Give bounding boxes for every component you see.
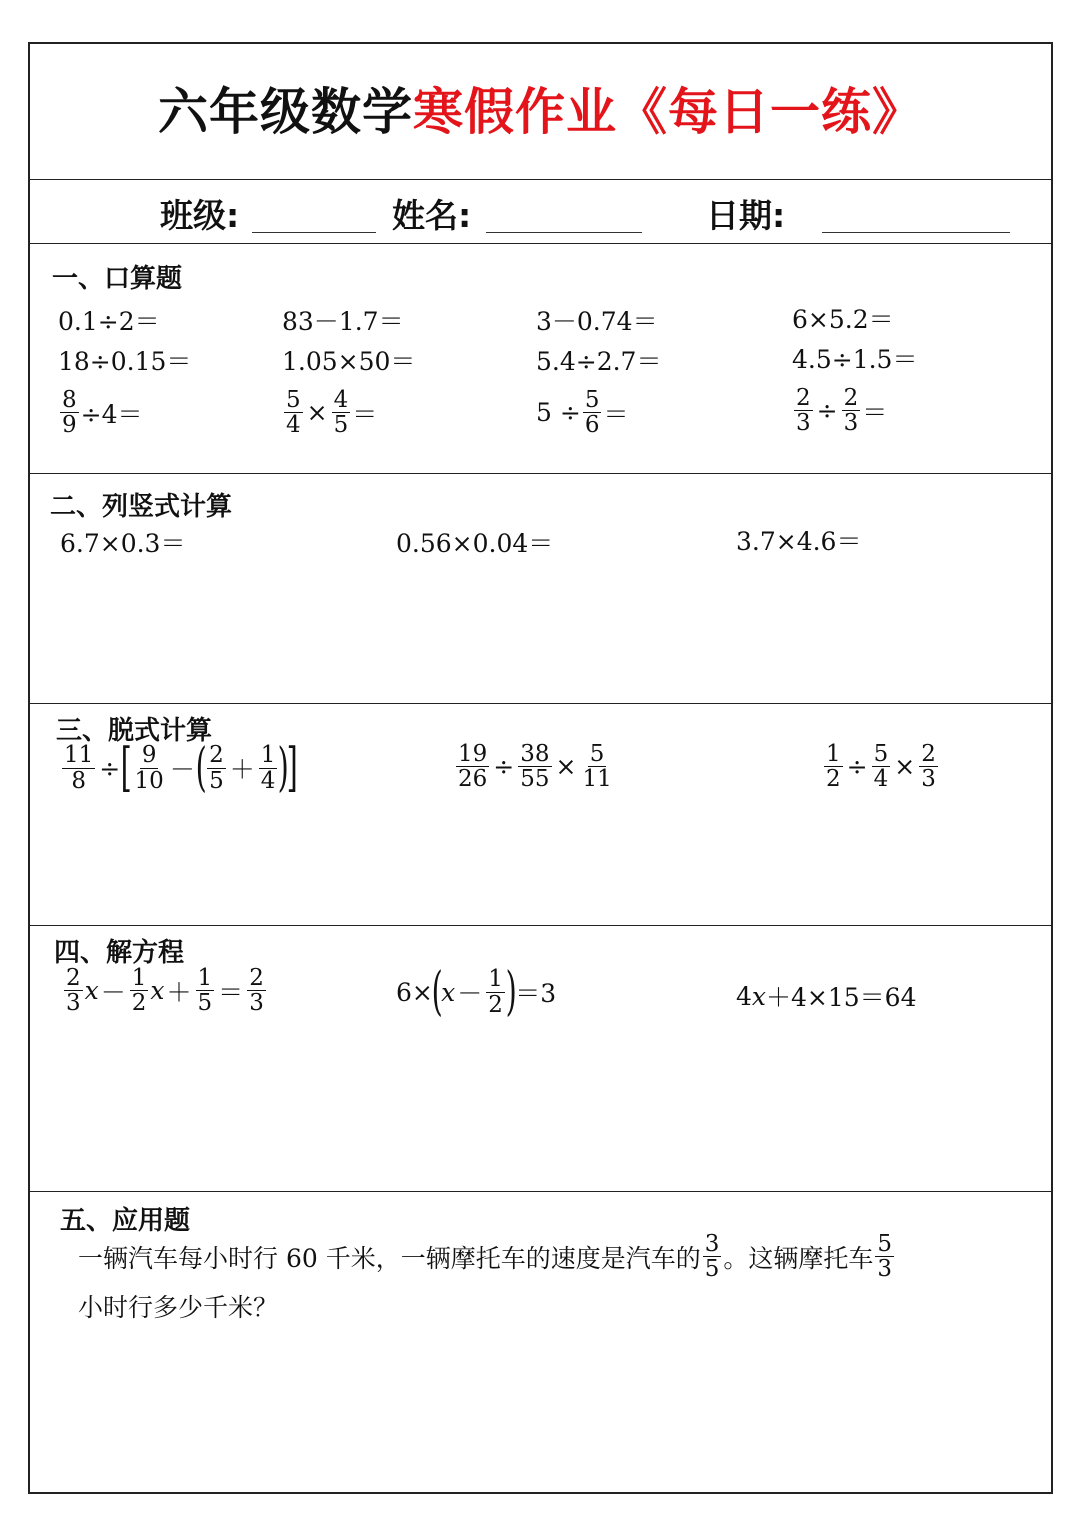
name-field[interactable] — [486, 232, 642, 233]
equation: 4 x ＋4×15＝64 — [736, 981, 917, 1012]
fraction-problem: $\frac{8}{9}$ ÷4＝ — [62, 387, 143, 439]
problem: 83－1.7＝ — [282, 307, 404, 336]
problem: 18÷0.15＝ — [58, 347, 192, 376]
section-vertical — [30, 474, 1051, 704]
problem: 4.5÷1.5＝ — [792, 345, 918, 374]
word-problem-line: 一辆汽车每小时行 60 千米，一辆摩托车的速度是汽车的 $\frac{3}{5}$ 。这辆摩托车 $\frac{5}{3}$ — [78, 1231, 893, 1283]
section-title: 四、解方程 — [54, 938, 185, 968]
class-field[interactable] — [252, 232, 376, 233]
section-equations — [30, 926, 1051, 1192]
problem: 0.1÷2＝ — [58, 307, 160, 336]
section-title: 二、列竖式计算 — [50, 492, 233, 522]
title-black: 六年级数学 — [158, 83, 413, 141]
section-word-problem — [30, 1192, 1051, 1494]
problem: 1.05×50＝ — [282, 347, 416, 376]
problem: 0.56×0.04＝ — [396, 529, 554, 558]
section-title: 五、应用题 — [60, 1206, 191, 1236]
equation: $\frac{2}{3}$ x － $\frac{1}{2}$ x ＋ $\frac{1}{5}$ ＝ $\frac{2}{3}$ — [66, 965, 264, 1017]
fraction-problem: $\frac{5}{4}$ × $\frac{4}{5}$ ＝ — [286, 387, 378, 439]
info-row — [30, 180, 1051, 244]
equation: 6× ( x － $\frac{1}{2}$ ) ＝3 — [396, 962, 557, 1022]
class-label: 班级: — [160, 196, 240, 235]
section-title: 一、口算题 — [52, 264, 183, 294]
title-row — [30, 44, 1051, 180]
expression: $\frac{11}{8}$ ÷ [ $\frac{9}{10}$ － ( $\frac{2}{5}$ ＋ $\frac{1}{4}$ ) ] — [64, 738, 298, 798]
date-label: 日期: — [706, 196, 786, 235]
section-title: 三、脱式计算 — [56, 716, 213, 746]
section-oral — [30, 244, 1051, 474]
title-red: 寒假作业《每日一练》 — [413, 83, 923, 141]
section-stepwise — [30, 704, 1051, 926]
fraction-problem: $\frac{2}{3}$ ÷ $\frac{2}{3}$ ＝ — [796, 385, 888, 437]
expression: $\frac{1}{2}$ ÷ $\frac{5}{4}$ × $\frac{2}{3}$ — [826, 741, 936, 793]
problem: 6×5.2＝ — [792, 305, 894, 334]
word-problem-line: 小时行多少千米？ — [78, 1293, 279, 1322]
fraction: $\frac{8}{9}$ — [62, 387, 77, 439]
worksheet — [28, 42, 1053, 1494]
fraction-problem: 5 ÷ $\frac{5}{6}$ ＝ — [536, 387, 629, 439]
problem: 3.7×4.6＝ — [736, 527, 862, 556]
problem: 6.7×0.3＝ — [60, 529, 186, 558]
name-label: 姓名: — [392, 196, 472, 235]
problem: 3－0.74＝ — [536, 307, 658, 336]
page-title — [30, 72, 1051, 144]
date-field[interactable] — [822, 232, 1010, 233]
problem: 5.4÷2.7＝ — [536, 347, 662, 376]
expression: $\frac{19}{26}$ ÷ $\frac{38}{55}$ × $\frac{5}{11}$ — [458, 741, 612, 793]
